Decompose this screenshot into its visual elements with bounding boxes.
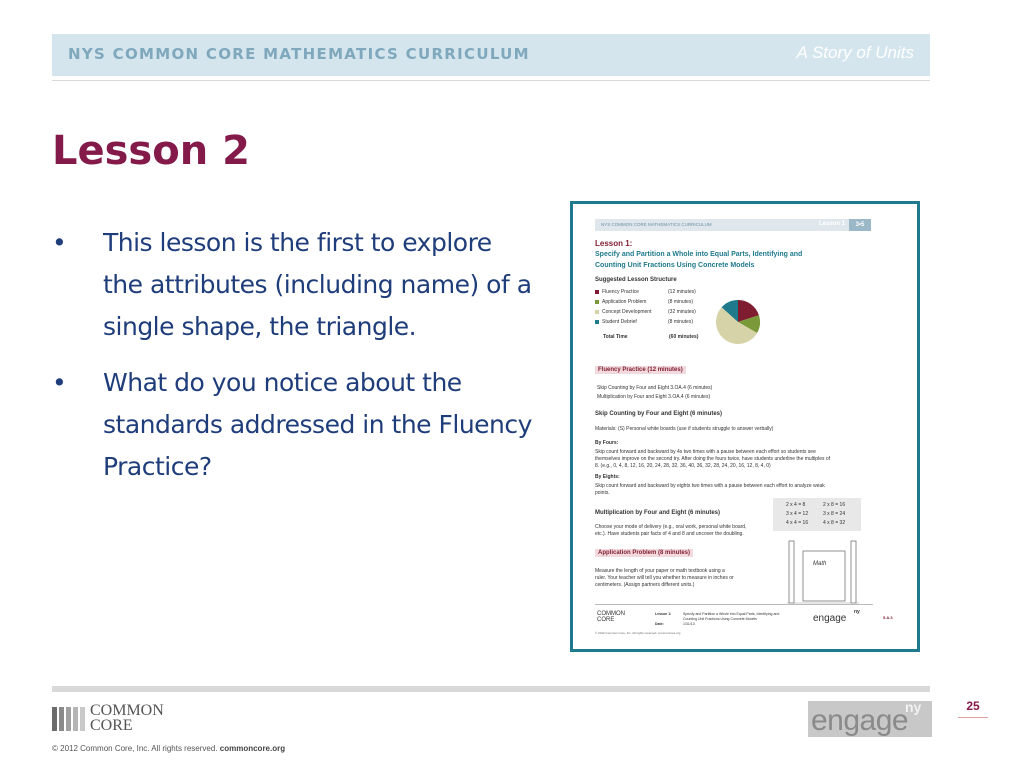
page-number: 25: [966, 699, 980, 713]
structure-name: Student Debrief: [602, 319, 637, 325]
copyright: [52, 744, 285, 753]
engage-logo-text: engage: [811, 704, 909, 737]
structure-time: (32 minutes): [668, 309, 696, 315]
structure-time: (8 minutes): [668, 299, 694, 305]
thumbnail-lesson-title-1: Specify and Partition a Whole into Equal Parts, Identifying and: [595, 251, 803, 258]
bullet-text: This lesson is the first to explore the attributes (including name) of a single shape, the triangle.: [103, 228, 532, 341]
curriculum-title: NYS COMMON CORE MATHEMATICS CURRICULUM: [68, 45, 530, 63]
thumbnail-app-text: ruler. Your teacher will tell you whether to measure in inches or: [595, 575, 734, 581]
thumbnail-footer-engage: engage: [813, 613, 847, 624]
thumbnail-lesson-label: Lesson 1:: [595, 239, 633, 248]
thumbnail-total-label: Total Time: [603, 334, 628, 340]
copyright-text: © 2012 Common Core, Inc. All rights reserved.: [52, 744, 218, 753]
thumbnail-by-eights: By Eights:: [595, 474, 620, 480]
structure-row: [595, 319, 693, 325]
logo-line: COMMON: [90, 702, 164, 719]
legend-swatch: [595, 300, 599, 304]
thumbnail-facts-box: [773, 498, 861, 531]
bullet-item: [52, 222, 532, 348]
bullet-item: [52, 362, 532, 488]
bullet-icon: •: [52, 228, 67, 257]
structure-name: Application Problem: [602, 299, 647, 305]
fact-cell: 3 x 8 = 24: [823, 511, 846, 517]
thumbnail-footer-copyright: © 2012 Common Core, Inc. All rights reserved. commoncore.org: [595, 631, 681, 635]
lesson-structure-pie-chart: [713, 297, 763, 347]
thumbnail-total-time: (60 minutes): [669, 334, 699, 340]
thumbnail-banner-title: NYS COMMON CORE MATHEMATICS CURRICULUM: [601, 222, 712, 227]
common-core-logo-text: [90, 703, 164, 733]
thumbnail-footer-divider: [595, 604, 873, 605]
thumbnail-grade-badge: 3•5: [849, 219, 871, 231]
structure-time: (8 minutes): [668, 319, 694, 325]
thumbnail-app-text: Measure the length of your paper or math textbook using a: [595, 568, 725, 574]
thumbnail-fours-text: 8. (e.g., 0, 4, 8, 12, 16, 20, 24, 28, 32, 36, 40, 36, 32, 28, 24, 20, 16, 12, 8, 4, 0): [595, 463, 771, 469]
series-title: A Story of Units: [796, 43, 914, 62]
thumbnail-footer-ny: ny: [854, 609, 860, 615]
page-number-underline: [958, 717, 988, 718]
thumbnail-footer-desc: Specify and Partition a Whole into Equal Parts, Identifying and: [683, 612, 780, 616]
structure-row: [595, 309, 696, 315]
fact-cell: 2 x 4 = 8: [786, 502, 806, 508]
footer-divider: [52, 686, 930, 692]
thumbnail-fluency-item: Multiplication by Four and Eight 3.OA.4 (6 minutes): [597, 394, 711, 400]
thumbnail-footer-lesson: Lesson 1:: [655, 612, 672, 616]
thumbnail-lesson-title-2: Counting Unit Fractions Using Concrete Models: [595, 262, 755, 269]
header-banner: [52, 34, 930, 76]
thumbnail-footer-date: 1/31/13: [683, 622, 695, 626]
structure-name: Concept Development: [602, 309, 652, 315]
thumbnail-footer-desc: Counting Unit Fractions Using Concrete Models: [683, 617, 757, 621]
fact-cell: 2 x 8 = 16: [823, 502, 846, 508]
thumbnail-mult-text: etc.). Have students pair facts of 4 and 8 and uncover the doubling.: [595, 531, 744, 537]
legend-swatch: [595, 290, 599, 294]
logo-line: CORE: [90, 717, 133, 734]
lesson-document-thumbnail: [570, 201, 920, 652]
thumbnail-eights-text: points.: [595, 490, 610, 496]
thumbnail-footer-brand: COMMON CORE: [597, 611, 625, 623]
bullet-icon: •: [52, 368, 67, 397]
thumbnail-banner: [595, 219, 871, 231]
header-divider: [52, 80, 930, 81]
thumbnail-mult-heading: Multiplication by Four and Eight (6 minutes): [595, 510, 720, 516]
legend-swatch: [595, 310, 599, 314]
ruler-and-book-illustration: [785, 537, 861, 607]
thumbnail-footer-code: 5.A.3: [883, 615, 893, 620]
legend-swatch: [595, 320, 599, 324]
structure-name: Fluency Practice: [602, 289, 639, 295]
structure-row: [595, 299, 693, 305]
thumbnail-materials: Materials: (S) Personal white boards (use if students struggle to answer verbally): [595, 426, 774, 432]
thumbnail-banner-lesson: Lesson 1: [818, 221, 845, 227]
bullet-list: [52, 222, 532, 502]
structure-row: [595, 289, 696, 295]
thumbnail-skip-heading: Skip Counting by Four and Eight (6 minutes): [595, 411, 722, 417]
thumbnail-by-fours: By Fours:: [595, 440, 619, 446]
structure-time: (12 minutes): [668, 289, 696, 295]
engage-logo-ny: ny: [905, 699, 922, 715]
bullet-text: What do you notice about the standards addressed in the Fluency Practice?: [103, 368, 532, 481]
thumbnail-fours-text: themselves improve on the second try. After doing the fours twice, have students underline the multiples of: [595, 456, 831, 462]
slide-title: Lesson 2: [52, 128, 250, 174]
thumbnail-eights-text: Skip count forward and backward by eights two times with a pause between each effort to analyze weak: [595, 483, 825, 489]
thumbnail-structure-heading: Suggested Lesson Structure: [595, 277, 677, 283]
engage-ny-logo: [808, 701, 932, 737]
fact-cell: 4 x 8 = 32: [823, 520, 846, 526]
thumbnail-fluency-heading: Fluency Practice (12 minutes): [595, 366, 686, 374]
thumbnail-app-text: centimeters. (Assign partners different units.): [595, 582, 695, 588]
book-label: Math: [813, 561, 827, 567]
thumbnail-application-heading: Application Problem (8 minutes): [595, 549, 693, 557]
thumbnail-footer-date-label: Date:: [655, 622, 664, 626]
thumbnail-mult-text: Choose your mode of delivery (e.g., oral work, personal white board,: [595, 524, 747, 530]
thumbnail-fours-text: Skip count forward and backward by 4s two times with a pause between each effort so students see: [595, 449, 816, 455]
copyright-link[interactable]: commoncore.org: [219, 744, 286, 753]
thumbnail-fluency-item: Skip Counting by Four and Eight 3.OA.4 (6 minutes): [597, 385, 713, 391]
fact-cell: 4 x 4 = 16: [786, 520, 809, 526]
fact-cell: 3 x 4 = 12: [786, 511, 809, 517]
